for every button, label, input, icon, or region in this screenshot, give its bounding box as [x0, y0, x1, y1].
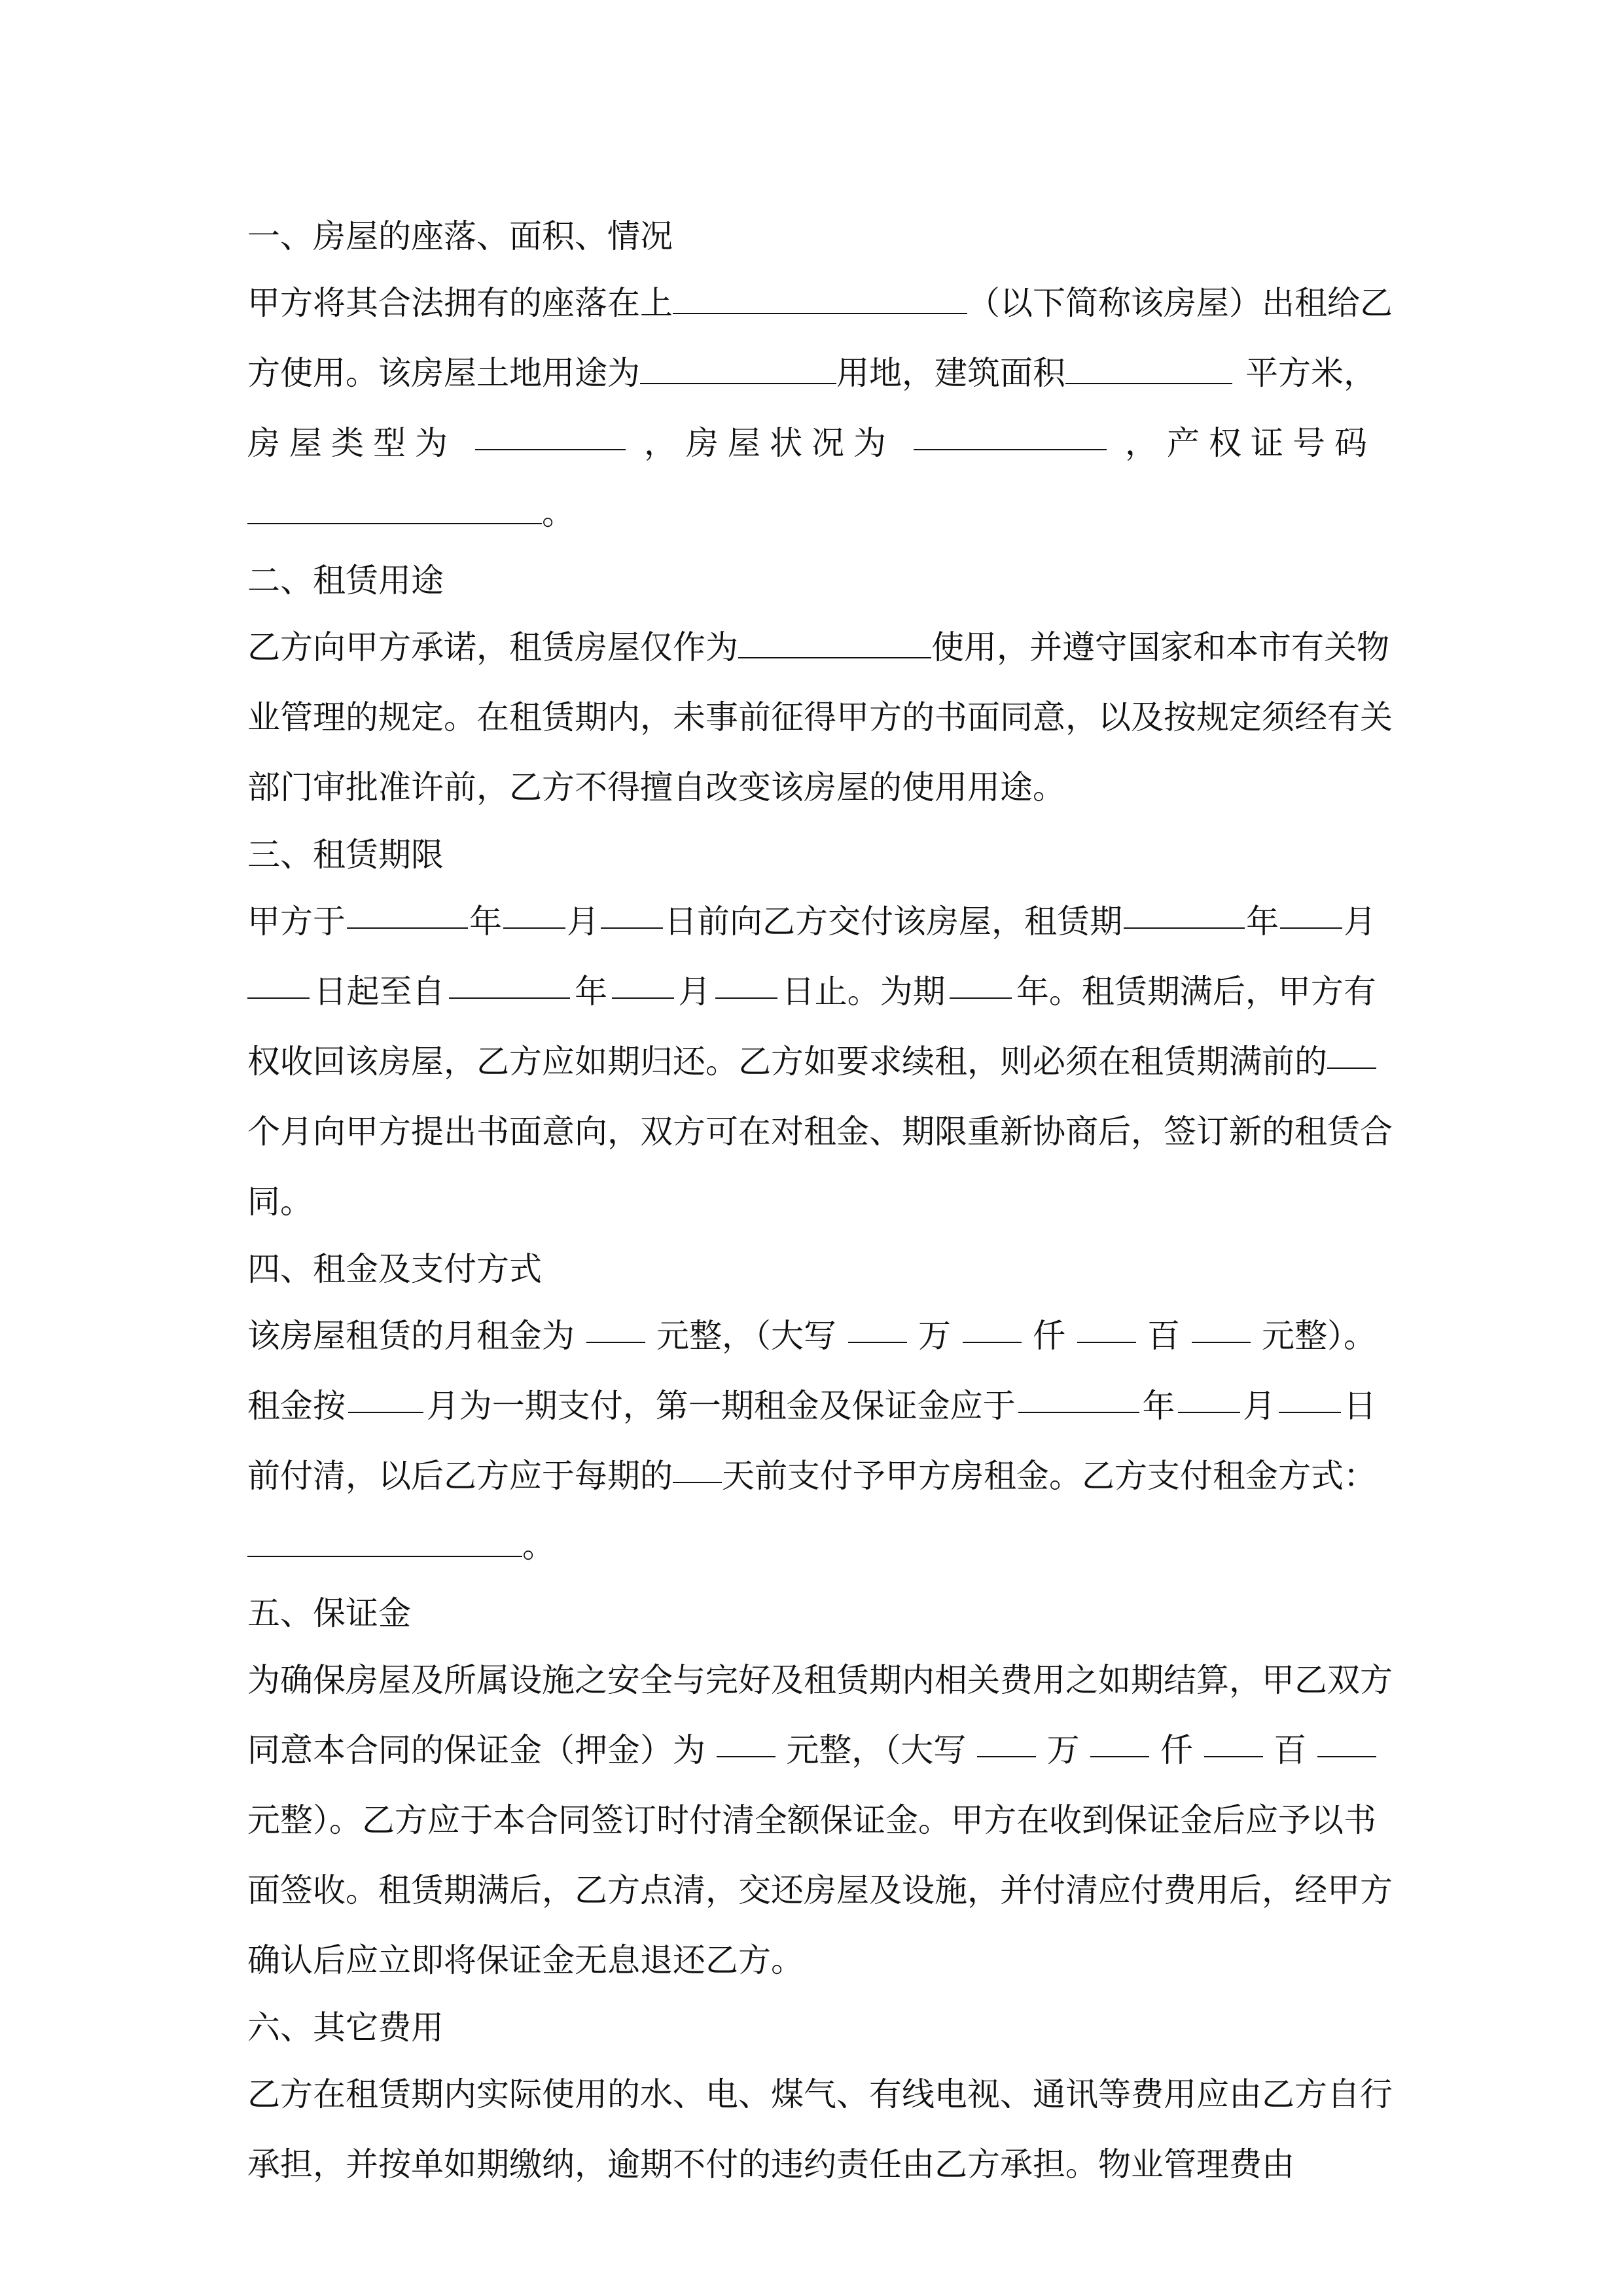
fill-blank	[950, 957, 1012, 999]
fill-blank	[1279, 1371, 1341, 1413]
text-line: 前付清，以后乙方应于每期的 天前支付予甲方房租金。乙方支付租金方式：	[247, 1441, 1376, 1511]
fill-blank	[1327, 1027, 1376, 1069]
text-line: 部门审批准许前，乙方不得擅自改变该房屋的使用用途。	[247, 768, 1065, 806]
section-body-2	[247, 613, 1393, 823]
fill-blank	[977, 1715, 1036, 1757]
contract-body	[247, 204, 1393, 2200]
fill-blank	[449, 957, 570, 999]
fill-blank	[963, 1301, 1022, 1343]
text-line: 业管理的规定。在租赁期内，未事前征得甲方的书面同意，以及按规定须经有关	[247, 698, 1393, 736]
section-heading-6: 六、其它费用	[247, 2009, 444, 2047]
text-line: 同。	[247, 1183, 313, 1221]
section-heading-4: 四、租金及支付方式	[247, 1250, 542, 1288]
section-body-1	[247, 268, 1393, 548]
fill-blank	[738, 617, 931, 658]
fill-blank	[1280, 887, 1342, 929]
text-line: 确认后应立即将保证金无息退还乙方。	[247, 1941, 804, 1979]
text-line: 甲方将其合法拥有的座落在上 （以下简称该房屋）出租给乙	[247, 268, 1376, 338]
fill-blank	[1090, 1715, 1149, 1757]
fill-blank	[503, 887, 565, 929]
text-line: 。	[247, 478, 1376, 548]
text-line: 日起至自 年 月 日止。为期 年。租赁期满后，甲方有	[247, 957, 1376, 1027]
fill-blank	[673, 272, 967, 314]
fill-blank	[1124, 887, 1245, 929]
text-line: 个月向甲方提出书面意向，双方可在对租金、期限重新协商后，签订新的租赁合	[247, 1113, 1393, 1151]
fill-blank	[1178, 1371, 1240, 1413]
fill-blank	[1077, 1301, 1136, 1343]
fill-blank	[601, 887, 663, 929]
text-line: 为确保房屋及所属设施之安全与完好及租赁期内相关费用之如期结算，甲乙双方	[247, 1661, 1393, 1699]
section-heading-1: 一、房屋的座落、面积、情况	[247, 217, 673, 255]
text-line: 房屋类型为 ，房屋状况为 ，产权证号码	[247, 408, 1376, 478]
section-body-6	[247, 2060, 1393, 2200]
text-line: 甲方于 年 月 日前向乙方交付该房屋，租赁期 年 月	[247, 887, 1376, 957]
text-line: 乙方向甲方承诺，租赁房屋仅作为 使用，并遵守国家和本市有关物	[247, 613, 1376, 683]
fill-blank	[717, 1715, 776, 1757]
text-line: 承担，并按单如期缴纳，逾期不付的违约责任由乙方承担。物业管理费由	[247, 2145, 1294, 2183]
fill-blank	[347, 887, 468, 929]
text-line: 同意本合同的保证金（押金）为 元整，（大写 万 仟 百	[247, 1715, 1376, 1785]
section-body-4	[247, 1301, 1376, 1581]
fill-blank	[475, 408, 626, 450]
text-line: 租金按 月为一期支付，第一期租金及保证金应于 年 月 日	[247, 1371, 1376, 1441]
fill-blank	[673, 1441, 722, 1483]
text-line: 元整）。乙方应于本合同签订时付清全额保证金。甲方在收到保证金后应予以书	[247, 1801, 1376, 1839]
fill-blank	[715, 957, 777, 999]
section-body-5	[247, 1645, 1393, 1996]
text-line: 乙方在租赁期内实际使用的水、电、煤气、有线电视、通讯等费用应由乙方自行	[247, 2075, 1393, 2113]
text-line: 权收回该房屋，乙方应如期归还。乙方如要求续租，则必须在租赁期满前的	[247, 1027, 1376, 1097]
fill-blank	[914, 408, 1107, 450]
fill-blank	[1317, 1715, 1376, 1757]
text-line: 面签收。租赁期满后，乙方点清，交还房屋及设施，并付清应付费用后，经甲方	[247, 1871, 1393, 1909]
fill-blank	[1018, 1371, 1139, 1413]
fill-blank	[586, 1301, 645, 1343]
section-heading-3: 三、租赁期限	[247, 836, 444, 874]
text-line: 该房屋租赁的月租金为 元整，（大写 万 仟 百 元整）。	[247, 1301, 1376, 1371]
fill-blank	[1204, 1715, 1263, 1757]
section-heading-2: 二、租赁用途	[247, 562, 444, 600]
fill-blank	[1192, 1301, 1251, 1343]
fill-blank	[848, 1301, 907, 1343]
fill-blank	[640, 342, 836, 384]
fill-blank	[247, 1515, 522, 1557]
section-body-3	[247, 887, 1393, 1237]
section-heading-5: 五、保证金	[247, 1594, 411, 1632]
fill-blank	[247, 957, 310, 999]
fill-blank	[348, 1371, 423, 1413]
fill-blank	[247, 482, 542, 524]
text-line: 方使用。该房屋土地用途为 用地，建筑面积 平方米，	[247, 338, 1376, 408]
fill-blank	[612, 957, 674, 999]
fill-blank	[1065, 342, 1232, 384]
text-line: 。	[247, 1511, 1376, 1581]
